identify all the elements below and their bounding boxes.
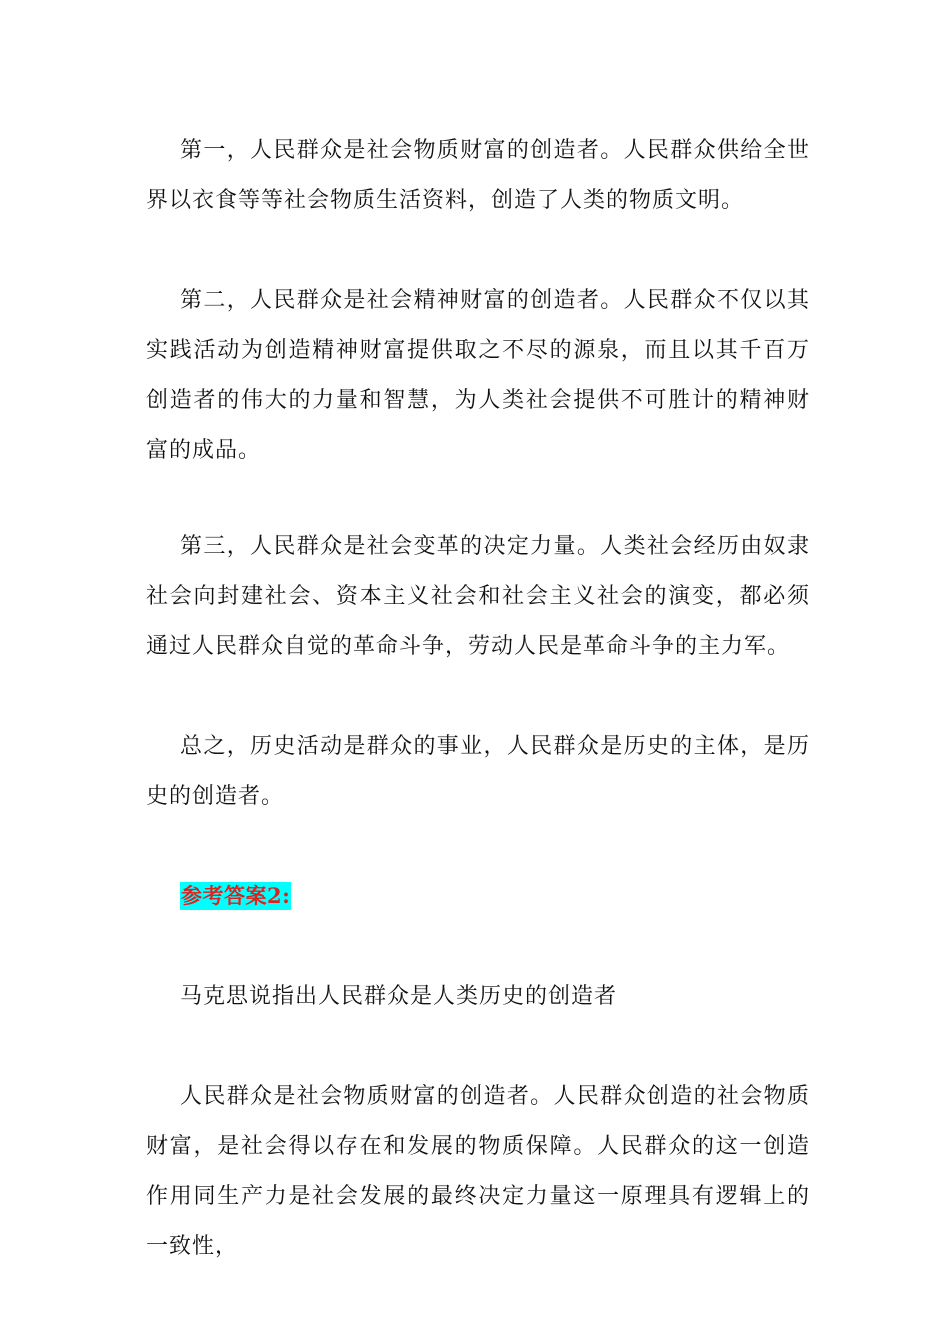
paragraph-material-creators: 人民群众是社会物质财富的创造者。人民群众创造的社会物质财富，是社会得以存在和发展的物质保障。人民群众的这一创造作用同生产力是社会发展的最终决定力量这一原理具有逻辑上的一致性， [146, 1084, 810, 1259]
paragraph-social-change: 第三，人民群众是社会变革的决定力量。人类社会经历由奴隶社会向封建社会、资本主义社会和社会主义社会的演变，都必须通过人民群众自觉的革命斗争，劳动人民是革命斗争的主力军。 [146, 534, 810, 659]
paragraph-marx-statement: 马克思说指出人民群众是人类历史的创造者 [180, 984, 618, 1009]
paragraph-spiritual-wealth: 第二，人民群众是社会精神财富的创造者。人民群众不仅以其实践活动为创造精神财富提供取之不尽的源泉，而且以其千百万创造者的伟大的力量和智慧，为人类社会提供不可胜计的精神财富的成品。 [146, 288, 810, 463]
answer-heading-container [180, 882, 291, 910]
answer-heading: 参考答案2: [181, 883, 291, 908]
paragraph-material-wealth: 第一，人民群众是社会物质财富的创造者。人民群众供给全世界以衣食等等社会物质生活资料，创造了人类的物质文明。 [146, 138, 810, 213]
paragraph-summary: 总之，历史活动是群众的事业，人民群众是历史的主体，是历史的创造者。 [146, 734, 810, 809]
